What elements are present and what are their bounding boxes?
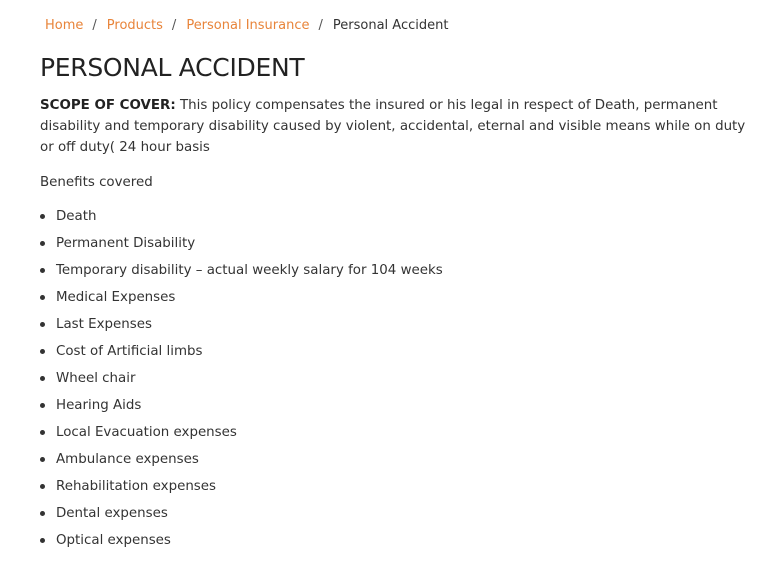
list-item	[40, 530, 762, 557]
bullet-icon	[40, 268, 45, 273]
benefit-label: Wheel chair	[56, 371, 136, 386]
list-item	[40, 476, 762, 503]
list-item	[40, 206, 762, 233]
bullet-icon	[40, 376, 45, 381]
breadcrumb	[45, 17, 762, 35]
bullet-icon	[40, 430, 45, 435]
list-item	[40, 449, 762, 476]
page-content	[40, 0, 762, 557]
breadcrumb-link-home[interactable]: Home	[45, 18, 84, 33]
scope-of-cover-label: SCOPE OF COVER:	[40, 98, 176, 113]
benefit-label: Ambulance expenses	[56, 452, 199, 467]
list-item	[40, 314, 762, 341]
list-item	[40, 341, 762, 368]
list-item	[40, 395, 762, 422]
list-item	[40, 422, 762, 449]
bullet-icon	[40, 538, 45, 543]
benefits-list	[40, 206, 762, 557]
benefit-label: Last Expenses	[56, 317, 152, 332]
scope-of-cover-paragraph	[40, 95, 762, 158]
benefit-label: Local Evacuation expenses	[56, 425, 237, 440]
scope-of-cover-text: This policy compensates the insured or his legal in respect of Death, permanent disability and temporary disability caused by violent, accidental, eternal and visible means while on duty or off duty( 24 hour basis	[40, 98, 746, 155]
page-title: PERSONAL ACCIDENT	[40, 53, 305, 82]
benefit-label: Hearing Aids	[56, 398, 142, 413]
list-item	[40, 233, 762, 260]
list-item	[40, 260, 762, 287]
benefit-label: Dental expenses	[56, 506, 168, 521]
bullet-icon	[40, 511, 45, 516]
bullet-icon	[40, 484, 45, 489]
benefits-heading: Benefits covered	[40, 175, 153, 190]
bullet-icon	[40, 403, 45, 408]
bullet-icon	[40, 295, 45, 300]
benefit-label: Permanent Disability	[56, 236, 196, 251]
bullet-icon	[40, 214, 45, 219]
benefit-label: Medical Expenses	[56, 290, 176, 305]
bullet-icon	[40, 241, 45, 246]
breadcrumb-separator: /	[171, 18, 177, 33]
breadcrumb-link-personal-insurance[interactable]: Personal Insurance	[186, 18, 310, 33]
benefit-label: Optical expenses	[56, 533, 171, 548]
list-item	[40, 368, 762, 395]
list-item	[40, 287, 762, 314]
benefit-label: Death	[56, 209, 97, 224]
bullet-icon	[40, 457, 45, 462]
bullet-icon	[40, 322, 45, 327]
breadcrumb-current: Personal Accident	[332, 18, 449, 33]
list-item	[40, 503, 762, 530]
benefit-label: Cost of Artificial limbs	[56, 344, 203, 359]
benefit-label: Rehabilitation expenses	[56, 479, 217, 494]
breadcrumb-separator: /	[92, 18, 97, 33]
bullet-icon	[40, 349, 45, 354]
breadcrumb-separator: /	[318, 18, 323, 33]
breadcrumb-link-products[interactable]: Products	[106, 18, 163, 33]
benefit-label: Temporary disability – actual weekly salary for 104 weeks	[56, 263, 443, 278]
